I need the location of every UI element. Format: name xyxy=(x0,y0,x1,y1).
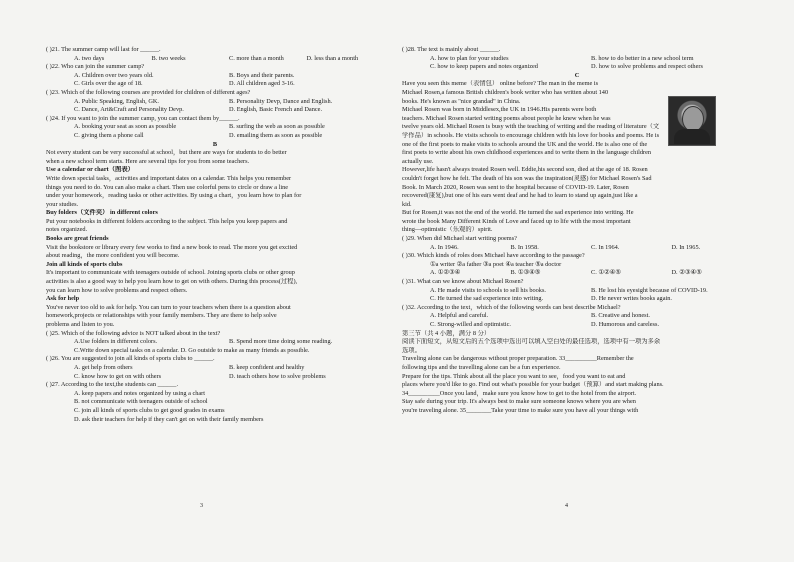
passage-line: actually use. xyxy=(402,157,434,165)
question-line: ( )32. According to the text，which of the following words can best describe Michael? xyxy=(402,303,621,311)
answer-options xyxy=(402,269,752,278)
answer-option: C. Girls over the age of 18. xyxy=(74,80,143,88)
passage-line: homework,projects or relationships with your family members. They are there to help solve xyxy=(46,312,277,320)
passage-line: 选项。 xyxy=(402,346,421,354)
answer-options xyxy=(46,132,384,141)
passage-line: Book. In March 2020, Rosen was sent to the hospital because of COVID-19. Later, Rosen xyxy=(402,183,629,191)
left-column xyxy=(46,46,384,424)
passage-line: Michael Rosen,a famous British children's book writer who has written about 140 xyxy=(402,88,609,96)
answer-option: D. emailing them as soon as possible xyxy=(229,131,323,139)
passage-line: things you need to do. You can also make a chart. Then use colorful pens to circle or draw a line xyxy=(46,183,289,191)
passage-line: activities is also a good way to help you learn how to get on with others. During this process(过程), xyxy=(46,278,298,286)
answer-options xyxy=(46,106,384,115)
section-heading: Ask for help xyxy=(46,295,80,303)
answer-option: B. surfing the web as soon as possible xyxy=(229,123,325,131)
question-line: ( )29. When did Michael start writing poems? xyxy=(402,235,517,243)
answer-option: C. ①②④⑤ xyxy=(591,269,621,277)
passage-line: However,life hasn't always treated Rosen well. Eddie,his second son, died at the age of 18. Rosen xyxy=(402,166,648,174)
answer-options xyxy=(402,244,752,253)
passage-line: books. He's known as "nice grandad" in China. xyxy=(402,97,521,105)
passage-line: Write down special tasks，activities and important dates on a calendar. This helps you remember xyxy=(46,174,292,182)
passage-line: 学作品）in schools. He visits schools to encourage children with his love for books and poems. He is xyxy=(402,131,660,139)
question-line: ( )23. Which of the following courses are provided for children of different ages? xyxy=(46,88,251,96)
page-number-left: 3 xyxy=(200,503,203,509)
answer-options xyxy=(402,63,752,72)
section-letter: C xyxy=(574,71,580,79)
answer-option: B. not communicate with teenagers outside of school xyxy=(74,398,208,406)
question-line: ( )24. If you want to join the summer camp, you can contact them by______. xyxy=(46,114,240,122)
passage-line: problems and listen to you. xyxy=(46,321,115,328)
passage-line: It's important to communicate with teenagers outside of school. Joining sports clubs or other group xyxy=(46,269,295,277)
passage-line: thing—optimistic（乐观的）spirit. xyxy=(402,226,493,234)
passage-line: couldn't forget how he felt. The death of his son was the inspiration(灵感) for Michael Rosen's Sad xyxy=(402,174,652,182)
section-heading: Books are great friends xyxy=(46,235,109,243)
page-number-right: 4 xyxy=(565,503,568,509)
answer-option: A. In 1946. xyxy=(430,243,459,251)
passage-line: 阅读下面短文，从短文后的五个选项中选出可以填入空白处的最佳选项，选项中有一项为多余 xyxy=(402,338,661,346)
answer-options xyxy=(46,364,384,373)
passage-line: 34__________Once you land，make sure you know how to get to the hotel from the airport. xyxy=(402,389,637,397)
answer-option: B. ①③④⑤ xyxy=(510,269,541,277)
passage-line: about reading，the more confident you will become. xyxy=(46,252,180,260)
passage-line: You've never too old to ask for help. You can turn to your teachers when there is a question about xyxy=(46,303,291,311)
passage-line: Michael Rosen was born in Middlesex,the UK in 1946.His parents were both xyxy=(402,106,597,114)
section-heading: Join all kinds of sports clubs xyxy=(46,260,123,268)
answer-option: A. Children over two years old. xyxy=(74,71,154,79)
answer-option: B. how to do better in a new school term xyxy=(591,54,694,62)
question-line: ( )22. Who can join the summer camp? xyxy=(46,63,145,71)
question-line: ( )27. According to the text,the students can ______. xyxy=(46,381,179,389)
answer-option: D. English, Basic French and Dance. xyxy=(229,106,323,114)
answer-option: C. giving them a phone call xyxy=(74,131,144,139)
answer-option: D. less than a month xyxy=(306,54,359,62)
answer-option: A. keep papers and notes organized by using a chart xyxy=(74,389,206,397)
answer-option: B. He lost his eyesight because of COVID-19. xyxy=(591,286,708,294)
answer-option: A. booking your seat as soon as possible xyxy=(74,123,177,131)
passage-line: your studies. xyxy=(46,200,79,208)
passage-line: kid. xyxy=(402,200,412,208)
passage-line: Put your notebooks in different folders according to the subject. This helps you keep papers and xyxy=(46,217,288,225)
answer-option: D. He never writes books again. xyxy=(591,295,672,303)
answer-options xyxy=(402,55,752,64)
section-heading: Use a calendar or chart（图表） xyxy=(46,166,134,174)
answer-options xyxy=(46,98,384,107)
question-line: ( )28. The text is mainly about ______. xyxy=(402,46,501,53)
passage-line: under your homework，reading tasks or other activities. By using a chart，you learn how to plan for xyxy=(46,192,302,200)
answer-option: D. ②③④⑤ xyxy=(671,269,702,277)
answer-option: B. In 1958. xyxy=(510,243,539,251)
passage-line: you can learn how to solve problems and respect others. xyxy=(46,286,188,294)
answer-option: D. ask their teachers for help if they can't get on with their family members xyxy=(74,415,264,423)
answer-option: C. In 1964. xyxy=(591,243,620,251)
answer-option: C. join all kinds of sports clubs to get good grades in exams xyxy=(74,406,225,414)
question-line: ( )31. What can we know about Michael Rosen? xyxy=(402,278,524,286)
answer-options xyxy=(46,72,384,81)
passage-line: Visit the bookstore or library every few works to find a new book to read. The more you get excited xyxy=(46,243,298,251)
answer-option: D. teach others how to solve problems xyxy=(229,372,326,380)
answer-options xyxy=(46,373,384,382)
section-heading: Buy folders（文件夹） in different colors xyxy=(46,209,158,217)
answer-option: C. know how to get on with others xyxy=(74,372,162,380)
passage-line: wrote the book Many Different Kinds of Love and faced up to life with the most important xyxy=(402,217,631,225)
passage-line: places where you'd like to go. Find out what's possible for your budget（预算）and start making plans. xyxy=(402,381,664,389)
passage-line: Prepare for the tips. Think about all the place you want to see，food you want to eat and xyxy=(402,372,626,380)
passage-line: But for Rosen,it was not the end of the world. He turned the sad experience into writing. He xyxy=(402,209,634,217)
answer-option: C. how to keep papers and notes organized xyxy=(430,63,538,71)
answer-options xyxy=(402,312,752,321)
answer-option: C. more than a month xyxy=(229,54,284,62)
answer-option: B. Boys and their parents. xyxy=(229,71,295,79)
answer-option: C. He turned the sad experience into writing. xyxy=(430,295,544,303)
question-line: ( )25. Which of the following advice is NOT talked about in the text? xyxy=(46,329,221,337)
answer-option: C.Write down special tasks on a calendar. D. Go outside to make as many friends as possible. xyxy=(74,346,310,354)
answer-option: A. He made visits to schools to sell his books. xyxy=(430,286,546,294)
answer-option: B. Creative and honest. xyxy=(591,312,650,320)
passage-line: notes organized. xyxy=(46,226,88,234)
answer-options xyxy=(46,338,384,347)
answer-option: B. Spend more time doing some reading. xyxy=(229,338,333,346)
answer-options xyxy=(402,287,752,296)
section-letter: B xyxy=(212,140,218,148)
question-line: ( )30. Which kinds of roles does Michael have according to the passage? xyxy=(402,252,585,260)
question-line: ( )26. You are suggested to join all kinds of sports clubs to ______. xyxy=(46,355,215,363)
answer-option: A. ①②③④ xyxy=(430,269,461,277)
answer-options xyxy=(402,321,752,330)
passage-line: recovered(康复),but one of his ears went deaf and he had to learn to stand up again,just like a xyxy=(402,192,638,200)
answer-options xyxy=(46,80,384,89)
passage-line: one of the first poets to make visits to schools around the UK and the world. He is also one of the xyxy=(402,140,648,148)
answer-option: A.Use folders in different colors. xyxy=(74,338,158,346)
passage-line: 第三节（共 4 小题，满分 8 分） xyxy=(402,329,491,337)
answer-option: D. In 1965. xyxy=(671,243,701,251)
answer-options xyxy=(402,295,752,304)
answer-option: D. Humorous and careless. xyxy=(591,321,660,328)
photo-body xyxy=(674,129,710,144)
answer-option: A. how to plan for your studies xyxy=(430,54,509,62)
passage-line: teachers. Michael Rosen started writing poems about people he knew when he was xyxy=(402,114,611,122)
meme-photo xyxy=(668,96,716,146)
answer-option: C. Dance, Art&Craft and Personality Devp. xyxy=(74,106,184,114)
passage-line: Have you seen this meme（表情包） online before? The man in the meme is xyxy=(402,80,599,88)
answer-option: A. two days xyxy=(74,54,105,62)
answer-option: A. Public Speaking, English, GK. xyxy=(74,97,160,105)
answer-options xyxy=(46,55,384,64)
answer-option: A. Helpful and careful. xyxy=(430,312,489,320)
answer-option: B. Personality Devp, Dance and English. xyxy=(229,97,333,105)
answer-option: C. Strong-willed and optimistic. xyxy=(430,321,511,328)
answer-option: A. get help from others xyxy=(74,363,133,371)
passage-line: following tips and the travelling alone can be a fun experience. xyxy=(402,363,561,371)
passage-line: Stay safe during your trip. It's always best to make sure someone knows where you are when xyxy=(402,398,636,406)
passage-line: twelve years old. Michael Rosen is busy with the teaching of writing and the reading of literature（文 xyxy=(402,123,660,131)
passage-line: you're traveling alone. 35________Take your time to make sure you have all your things with xyxy=(402,406,639,414)
passage-line: first poets to write about his own childhood experiences and to write them in the language children xyxy=(402,149,652,157)
passage-line: Not every student can be very successful at school，but there are ways for students to do better xyxy=(46,149,287,157)
question-line: ( )21. The summer camp will last for ______. xyxy=(46,46,161,53)
answer-options xyxy=(46,123,384,132)
answer-option: B. two weeks xyxy=(151,54,186,62)
answer-option: D. how to solve problems and respect others xyxy=(591,63,703,71)
passage-line: when a new school term starts. Here are several tips for you from some teachers. xyxy=(46,157,250,165)
passage-line: Traveling alone can be dangerous without proper preparation. 33__________Remember the xyxy=(402,355,634,363)
answer-option: ①a writer ②a father ③a poet ④a teacher ⑤a doctor xyxy=(430,260,562,268)
answer-option: B. keep confident and healthy xyxy=(229,363,305,371)
answer-option: D. All children aged 3-16. xyxy=(229,80,295,88)
